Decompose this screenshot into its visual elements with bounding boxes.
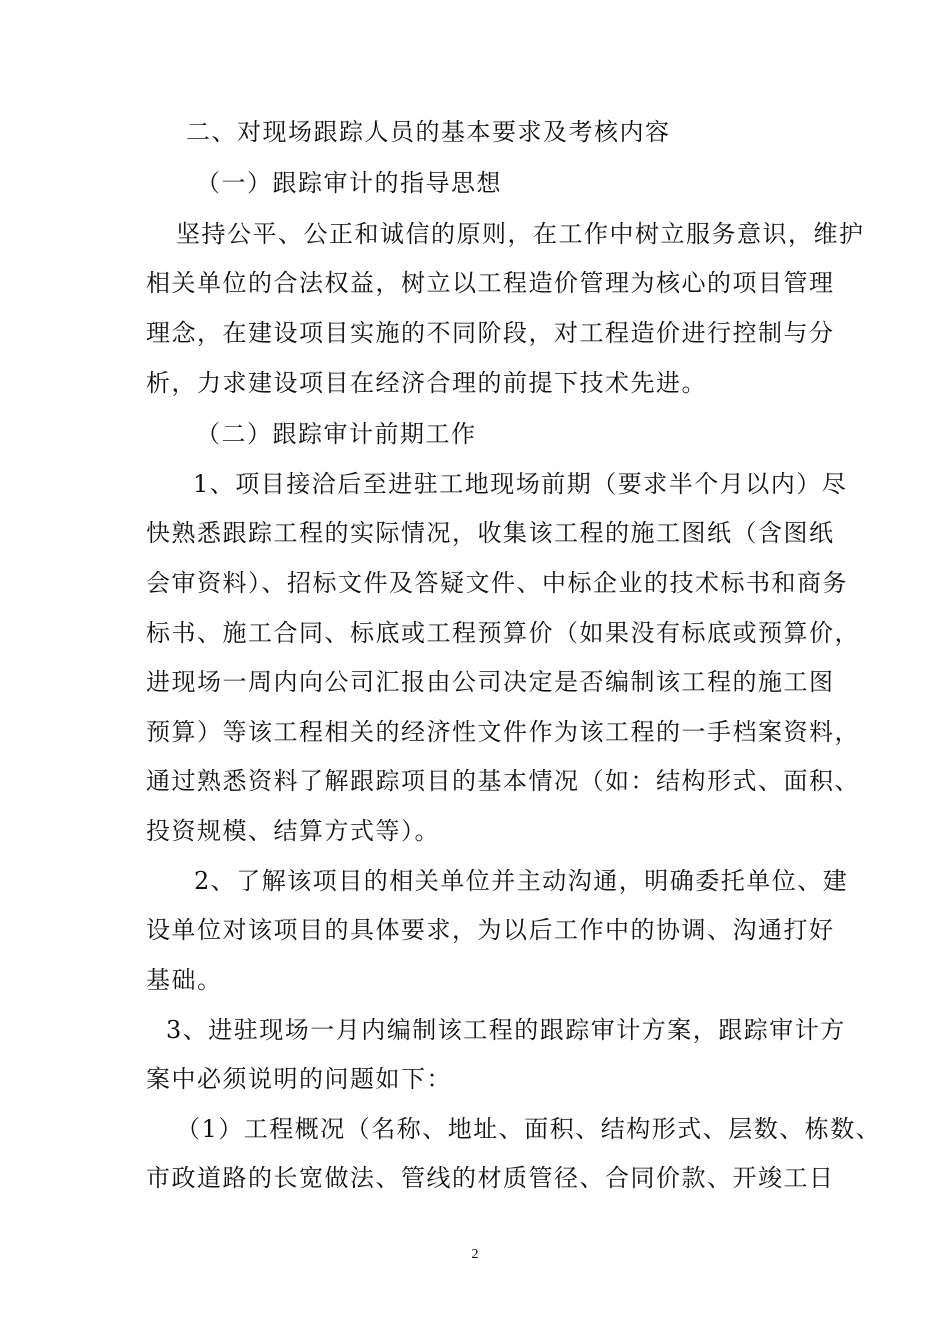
paragraph-line: 2、了解该项目的相关单位并主动沟通，明确委托单位、建 xyxy=(194,867,849,895)
paragraph-line: 1、项目接洽后至进驻工地现场前期（要求半个月以内）尽 xyxy=(193,470,848,498)
paragraph-line: 投资规模、结算方式等）。 xyxy=(146,817,440,845)
paragraph-line: 通过熟悉资料了解跟踪项目的基本情况（如：结构形式、面积、 xyxy=(146,767,860,795)
paragraph-line: （1）工程概况（名称、地址、面积、结构形式、层数、栋数、 xyxy=(176,1115,882,1143)
paragraph-line: 预算）等该工程相关的经济性文件作为该工程的一手档案资料， xyxy=(146,718,860,746)
paragraph-line: 设单位对该项目的具体要求，为以后工作中的协调、沟通打好 xyxy=(146,916,835,944)
paragraph-line: 案中必须说明的问题如下： xyxy=(146,1065,452,1093)
paragraph-line: 进现场一周内向公司汇报由公司决定是否编制该工程的施工图 xyxy=(146,668,835,696)
paragraph-line: 理念，在建设项目实施的不同阶段，对工程造价进行控制与分 xyxy=(146,319,835,347)
paragraph-line: 标书、施工合同、标底或工程预算价（如果没有标底或预算价， xyxy=(146,619,860,647)
paragraph-line: 会审资料）、招标文件及答疑文件、中标企业的技术标书和商务 xyxy=(146,569,848,597)
subsection-title-guiding-ideology: （一）跟踪审计的指导思想 xyxy=(196,169,502,197)
paragraph-line: 坚持公平、公正和诚信的原则，在工作中树立服务意识，维护 xyxy=(176,220,865,248)
paragraph-line: 市政道路的长宽做法、管线的材质管径、合同价款、开竣工日 xyxy=(146,1164,835,1192)
subsection-title-preliminary-work: （二）跟踪审计前期工作 xyxy=(196,420,477,448)
section-heading: 二、对现场跟踪人员的基本要求及考核内容 xyxy=(186,118,671,146)
paragraph-line: 基础。 xyxy=(146,966,223,994)
paragraph-line: 析，力求建设项目在经济合理的前提下技术先进。 xyxy=(146,369,707,397)
paragraph-line: 相关单位的合法权益，树立以工程造价管理为核心的项目管理 xyxy=(146,269,835,297)
paragraph-line: 3、进驻现场一月内编制该工程的跟踪审计方案，跟踪审计方 xyxy=(166,1016,846,1044)
paragraph-line: 快熟悉跟踪工程的实际情况，收集该工程的施工图纸（含图纸 xyxy=(146,519,835,547)
page-number: 2 xyxy=(471,1247,479,1262)
